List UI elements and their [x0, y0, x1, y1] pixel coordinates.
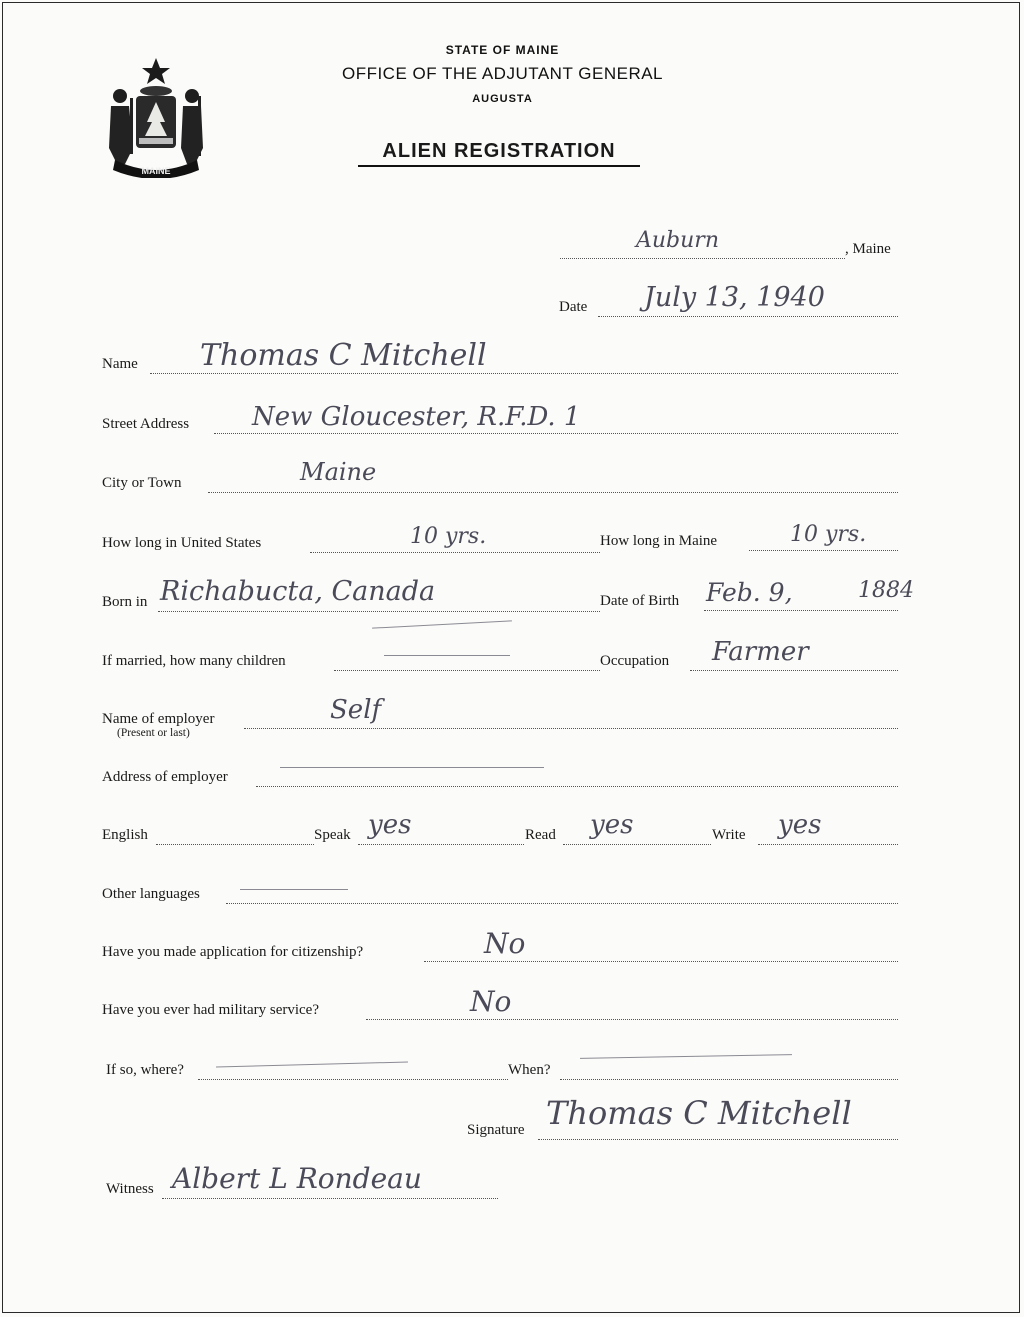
employer-sublabel: (Present or last): [117, 727, 190, 739]
speak-label: Speak: [314, 827, 351, 843]
office-heading: OFFICE OF THE ADJUTANT GENERAL: [341, 64, 664, 83]
years-maine-line: [749, 550, 898, 551]
years-us-label: How long in United States: [102, 535, 262, 551]
employer-address-dash-stroke: [280, 767, 544, 768]
dob-year-value: 1884: [858, 578, 914, 603]
other-languages-line: [226, 903, 898, 904]
street-line: [214, 433, 898, 434]
children-line: [334, 670, 600, 671]
employer-line: [244, 728, 898, 729]
seal-banner-text: MAINE: [141, 166, 171, 176]
employer-label: Name of employer: [102, 711, 215, 727]
date-line: [598, 316, 898, 317]
born-value: Richabucta, Canada: [160, 576, 436, 607]
years-maine-value: 10 yrs.: [790, 522, 867, 547]
place-line: [560, 258, 845, 259]
city-line: [208, 492, 898, 493]
name-line: [150, 373, 898, 374]
place-value: Auburn: [636, 228, 719, 253]
name-value: Thomas C Mitchell: [200, 338, 487, 373]
witness-line: [162, 1198, 498, 1199]
date-value: July 13, 1940: [644, 282, 825, 313]
military-value: No: [470, 985, 512, 1018]
citizenship-value: No: [484, 927, 526, 960]
years-us-value: 10 yrs.: [410, 524, 487, 549]
write-line: [758, 844, 898, 845]
speak-line: [358, 844, 524, 845]
when-label: When?: [508, 1062, 551, 1078]
city-value: Maine: [300, 458, 377, 486]
where-label: If so, where?: [106, 1062, 184, 1078]
witness-value: Albert L Rondeau: [172, 1162, 422, 1195]
children-label: If married, how many children: [102, 653, 286, 669]
signature-line: [538, 1139, 898, 1140]
when-line: [560, 1079, 898, 1080]
years-maine-label: How long in Maine: [600, 533, 718, 549]
dob-line: [704, 610, 898, 611]
employer-address-label: Address of employer: [102, 769, 228, 785]
maine-state-seal: [103, 56, 209, 178]
military-line: [366, 1019, 898, 1020]
street-label: Street Address: [102, 416, 190, 432]
children-dash-stroke: [384, 655, 510, 656]
write-value: yes: [778, 810, 822, 840]
occupation-label: Occupation: [600, 653, 670, 669]
read-value: yes: [590, 810, 634, 840]
city-heading: AUGUSTA: [472, 93, 533, 105]
english-label: English: [102, 827, 148, 843]
dob-month-day-value: Feb. 9,: [706, 578, 793, 607]
where-line: [198, 1079, 508, 1080]
write-label: Write: [712, 827, 746, 843]
citizenship-label: Have you made application for citizenship?: [102, 944, 364, 960]
read-label: Read: [525, 827, 556, 843]
witness-label: Witness: [106, 1181, 154, 1197]
dob-label: Date of Birth: [600, 593, 680, 609]
place-suffix: , Maine: [845, 241, 891, 257]
english-line: [156, 844, 314, 845]
street-value: New Gloucester, R.F.D. 1: [252, 402, 581, 432]
other-languages-dash-stroke: [240, 889, 348, 890]
employer-value: Self: [330, 695, 382, 725]
other-languages-label: Other languages: [102, 886, 200, 902]
state-heading: STATE OF MAINE: [445, 43, 560, 57]
born-line: [158, 611, 600, 612]
military-label: Have you ever had military service?: [102, 1002, 319, 1018]
signature-label: Signature: [467, 1122, 525, 1138]
read-line: [563, 844, 711, 845]
date-label: Date: [559, 299, 588, 315]
occupation-value: Farmer: [712, 637, 809, 667]
occupation-line: [690, 670, 898, 671]
form-title: ALIEN REGISTRATION: [358, 140, 640, 167]
speak-value: yes: [368, 810, 412, 840]
born-label: Born in: [102, 594, 148, 610]
employer-address-line: [256, 786, 898, 787]
citizenship-line: [424, 961, 898, 962]
signature-value: Thomas C Mitchell: [546, 1094, 852, 1132]
city-label: City or Town: [102, 475, 182, 491]
years-us-line: [310, 552, 600, 553]
name-label: Name: [102, 356, 138, 372]
